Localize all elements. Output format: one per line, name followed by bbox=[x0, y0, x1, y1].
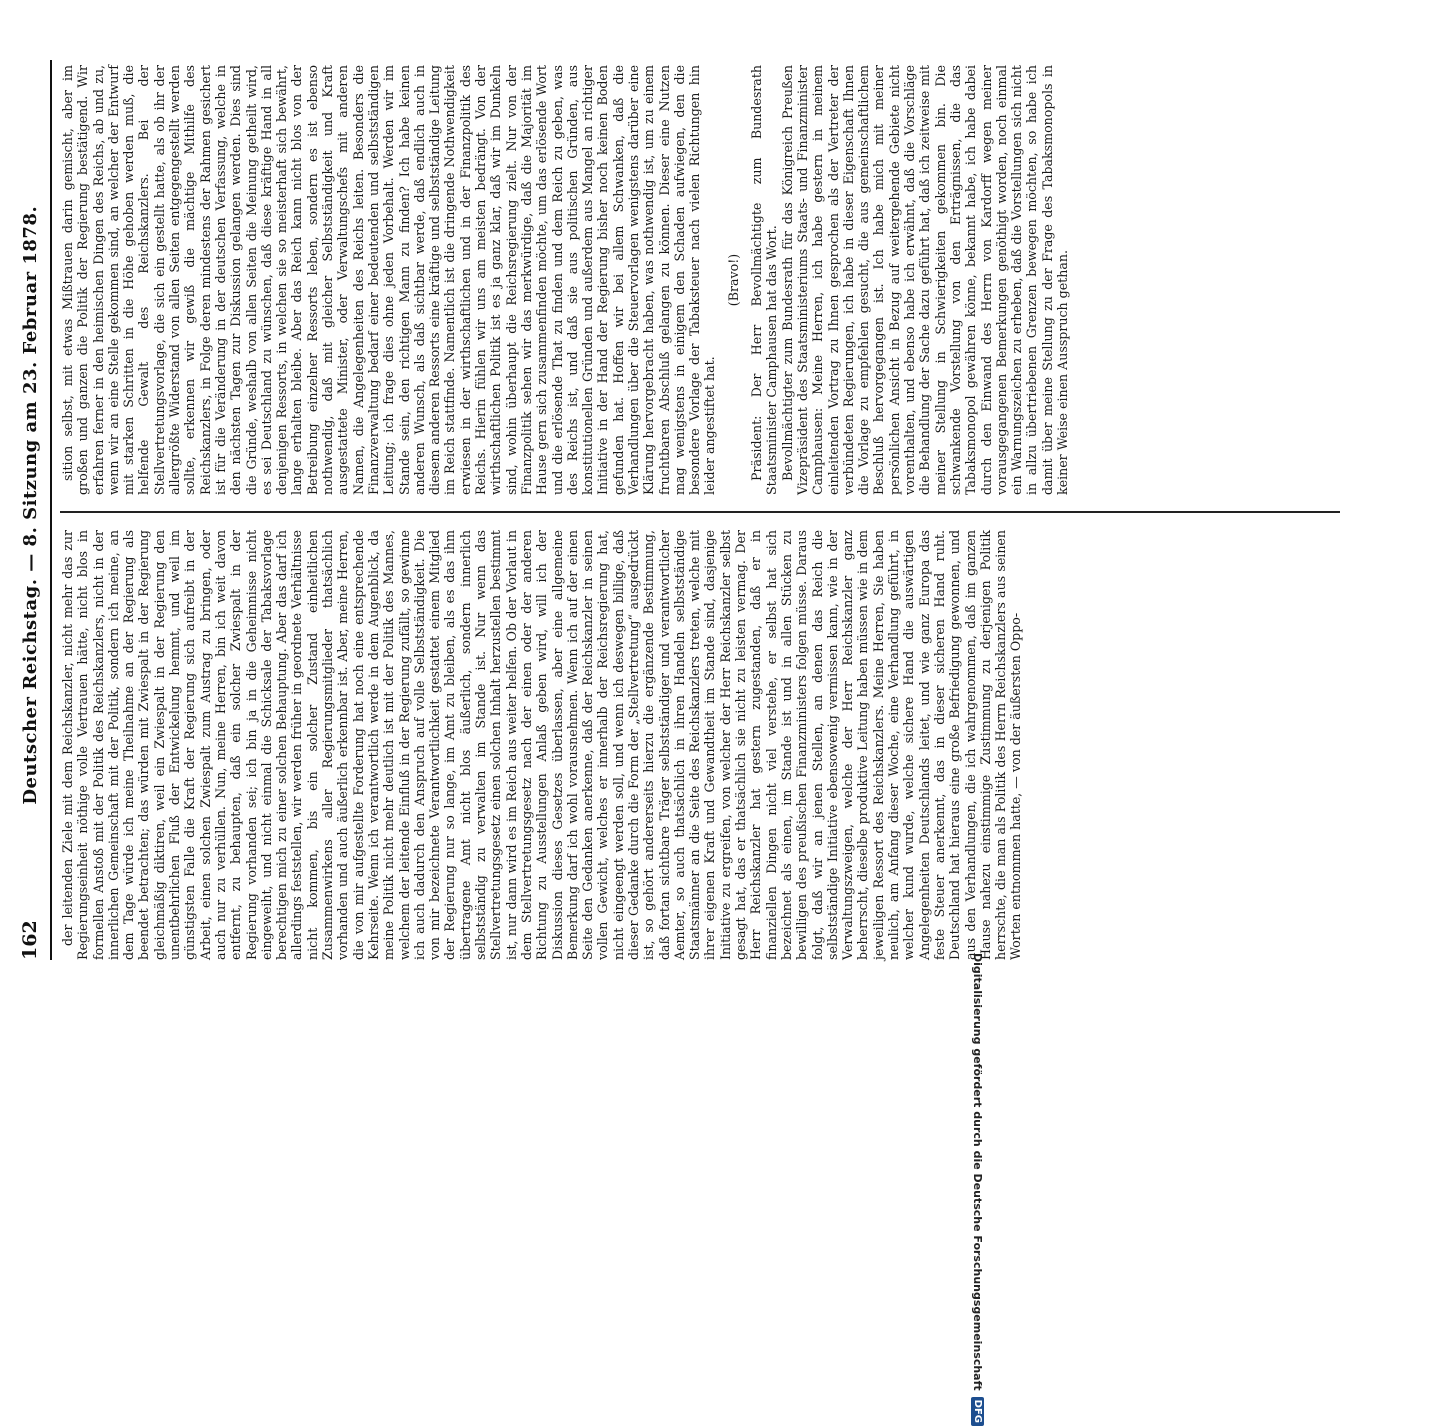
stage-direction: (Bravo!) bbox=[725, 253, 741, 307]
digitization-credit bbox=[968, 6, 988, 1426]
left-column bbox=[60, 530, 1024, 960]
right-column bbox=[60, 65, 1280, 495]
page-number: 162 bbox=[19, 920, 41, 960]
speaker-intro: Präsident: Der Herr Bevollmächtigte zum Bundesrath Staatsminister Camphausen hat das Wort. bbox=[749, 65, 780, 495]
page-header bbox=[10, 60, 52, 960]
right-column-text: sition selbst, mit etwas Mißtrauen darin gemischt, aber im großen und ganzen die Politik der Regierung bestätigend. Wir erfahren ferner in den heimischen Dingen des Reichs, ab und zu, wenn wir an eine Stelle gekommen sind, an welcher der Entwurf mit starken Schritten in die Höhe gehoben werden muß, die helfende Gewalt des Reichskanzlers. Bei der Stellvertretungsvorlage, die sich ein gestellt hatte, als ob ihr der allergrößte Widerstand von allen Seiten entgegengestellt werden sollte, erkennen wir gewiß die mächtige Mithilfe des Reichskanzlers, in Folge deren mindestens der Rahmen gesichert ist für die Veränderung in der deutschen Verfassung, welche in den nächsten Tagen zur Diskussion gelangen werden. Dies sind die Gründe, weshalb von allen Seiten die Meinung getheilt wird, es sei Deutschland zu wünschen, daß diese kräftige Hand in all denjenigen Ressorts, in welchen sie so meisterhaft sich bewährt, lange erhalten bleibe. Aber das Reich kann nicht blos von der Betreibung einzelner Ressorts leben, sondern es ist ebenso nothwendig, daß mit gleicher Selbstständigkeit und Kraft ausgestattete Minister, oder Verwaltungschefs mit anderen Namen, die Angelegenheiten des Reichs leiten. Besonders die Finanzverwaltung bedarf einer bedeutenden und selbstständigen Leitung; ich frage dies ohne jeden Vorbehalt. Werden wir im Stande sein, den richtigen Mann zu finden? Ich habe keinen anderen Wunsch, als daß sichtbar werde, daß endlich auch in diesem anderen Ressorts eine kräftige und selbstständige Leitung im Reich stattfinde. Namentlich ist die dringende Nothwendigkeit erwiesen in der wirthschaftlichen und in der Finanzpolitik des Reichs. Hierin fühlen wir uns am meisten bedrängt. Von der wirthschaftlichen Politik ist es ja ganz klar, daß wir im Dunkeln sind, wohin überhaupt die Reichsregierung zielt. Nur von der Finanzpolitik sehen wir das merkwürdige, daß die Majorität im Hause gern sich zusammenfinden möchte, um das erlösende Wort und die erlösende That zu finden und dem Reich zu geben, was des Reichs ist, und daß sie aus politischen Gründen, aus konstitutionellen Gründen und außerdem aus Mangel an richtiger Initiative in der Hand der Regierung bisher noch keinen Boden gefunden hat. Hoffen wir bei allem Schwanken, daß die Verhandlungen über die Steuervorlagen wenigstens darüber eine Klärung hervorgebracht haben, was nothwendig ist, um zu einem fruchtbaren Abschluß gelangen zu können. Dieser eine Nutzen mag wenigstens in einigem den Schaden aufwiegen, den die besondere Vorlage der Tabaksteuer nach vielen Richtungen hin leider angestiftet hat. bbox=[60, 65, 718, 495]
credit-text: Digitalisierung gefördert durch die Deutsche Forschungsgemeinschaft bbox=[971, 952, 985, 1391]
running-title: Deutscher Reichstag. — 8. Sitzung am 23. Februar 1878. bbox=[19, 205, 41, 805]
left-column-text: der leitenden Ziele mit dem Reichskanzler, nicht mehr das zur Regierungseinheit nöthige volle Vertrauen hätte, nicht blos in formellen Anstoß mit der Politik des Reichskanzlers, nicht in der innerlichen Gemeinschaft mit der Politik, sondern ich meine, an dem Tage würde ich meine Theilnahme an der Regierung als beendet betrachten; das würden mit Zwiespalt in der Regierung gleichmäßig diktiren, weil ein Zwiespalt in der Regierung den unentbehrlichen Fluß der Entwickelung hemmt, und weil im günstigsten Falle die Kraft der Regierung sich aufreibt in der Arbeit, einen solchen Zwiespalt zum Austrag zu bringen, oder auch nur zu verhüllen. Nun, meine Herren, bin ich weit davon entfernt, zu behaupten, daß ein solcher Zwiespalt in der Regierung vorhanden sei; ich bin ja in die Geheimnisse nicht eingeweiht, und nicht einmal die Schicksale der Tabaksvorlage berechtigen mich zu einer solchen Behauptung. Aber das darf ich allerdings feststellen, wir werden früher in geordnete Verhältnisse nicht kommen, bis ein solcher Zustand einheitlichen Zusammenwirkens aller Regierungsmitglieder thatsächlich vorhanden und auch äußerlich erkennbar ist. Aber, meine Herren, die von mir aufgestellte Forderung hat noch eine entsprechende Kehrseite. Wenn ich verantwortlich werde in dem Augenblick, da meine Politik nicht mehr deutlich ist mit der Politik des Mannes, welchem der leitende Einfluß in der Regierung zufällt, so gewinne ich auch dadurch den Anspruch auf volle Selbstständigkeit. Die von mir bezeichnete Verantwortlichkeit gestattet einem Mitglied der Regierung nur so lange, im Amt zu bleiben, als es das ihm übertragene Amt nicht blos äußerlich, sondern innerlich selbstständig zu verwalten im Stande ist. Nur wenn das Stellvertretungsgesetz einen solchen Inhalt herzustellen bestimmt ist, nur dann wird es im Reich aus weiter helfen. Ob der Vorlaut in dem Stellvertretungsgesetz nach der einen oder der anderen Richtung zu Ausstellungen Anlaß geben wird, will ich der Diskussion dieses Gesetzes überlassen, aber eine allgemeine Bemerkung darf ich wohl vorausnehmen. Wenn ich auf der einen Seite den Gedanken anerkenne, daß der Reichskanzler in seinen vollen Gewicht, welches er innerhalb der Reichsregierung hat, nicht eingeengt werden soll, und wenn ich deswegen billige, daß dieser Gedanke durch die Form der „Stellvertretung“ ausgedrückt ist, so gehört andererseits hierzu die ergänzende Bestimmung, daß fortan sichtbare Träger selbstständiger und verantwortlicher Aemter, so auch thatsächlich in ihren Handeln selbstständige Staatsmänner an die Seite des Reichskanzlers treten, welche mit ihrer eigenen Kraft und Gewandtheit im Stande sind, dasjenige Initiative zu ergreifen, von welcher der Herr Reichskanzler selbst gesagt hat, das er thatsächlich sie nicht zu leisten vermag. Der Herr Reichskanzler hat gestern zugestanden, daß er in finanziellen Dingen nicht viel verstehe, er selbst hat sich bezeichnet als einen, im Stande ist und in allen Stücken zu bewilligen des preußischen Finanzministers folgen müsse. Daraus folgt, daß wir an jenen Stellen, an denen das Reich die selbstständige Initiative ebensowenig vermissen kann, wie in der Verwaltungszweigen, welche der Herr Reichskanzler ganz beherrscht, dieselbe produktive Leitung haben müssen wie in dem jeweiligen Ressort des Reichskanzlers. Meine Herren, Sie haben neulich, am Anfang dieser Woche, eine Verhandlung geführt, in welcher kund wurde, welche sichere Hand die auswärtigen Angelegenheiten Deutschlands leitet, und wie ganz Europa das feste Steuer anerkennt, das in dieser sicheren Hand ruht. Deutschland hat hieraus eine große Befriedigung gewonnen, und aus den Verhandlungen, die ich wahrgenommen, daß im ganzen Hause nahezu einstimmige Zustimmung zu derjenigen Politik herrschte, die man als Politik des Herrn Reichskanzlers aus seinen Worten entnommen hatte, — von der äußersten Oppo- bbox=[60, 530, 1024, 960]
dfg-logo: DFG bbox=[972, 1397, 985, 1426]
column-divider bbox=[60, 511, 1340, 513]
speech-text: Bevollmächtigter zum Bundesrath für das Königreich Preußen Vizepräsident des Staatsministeriums Staats- und Finanzminister Camphausen: Meine Herren, ich habe gestern in meinem einleitenden Vortrag zu Ihnen gesprochen als der Vertreter der verbündeten Regierungen, ich habe in dieser Eigenschaft Ihnen die Vorlage zu empfehlen gesucht, die aus gemeinschaftlichem Beschluß hervorgegangen ist. Ich habe mich mit meiner persönlichen Ansicht in Bezug auf weitergehende Gebiete nicht vorenthalten, und ebenso habe ich erwähnt, daß die Vorschläge die Behandlung der Sache dazu geführt hat, daß ich zeitweise mit meiner Stellung in Schwierigkeiten gekommen bin. Die schwankende Vorstellung von den Erträgnissen, die das Tabaksmonopol gewähren könne, bekannt habe, ich habe dabei durch den Einwand des Herrn von Kardorff wegen meiner vorausgegangenen Bemerkungen genöthigt worden, noch einmal ein Warnungszeichen zu erheben, daß die Vorstellungen sich nicht in allzu übertriebenen Grenzen bewegen möchten, so habe ich damit über meine Stellung zu der Frage des Tabaksmonopols in keiner Weise einen Ausspruch gethan. bbox=[779, 65, 1070, 495]
